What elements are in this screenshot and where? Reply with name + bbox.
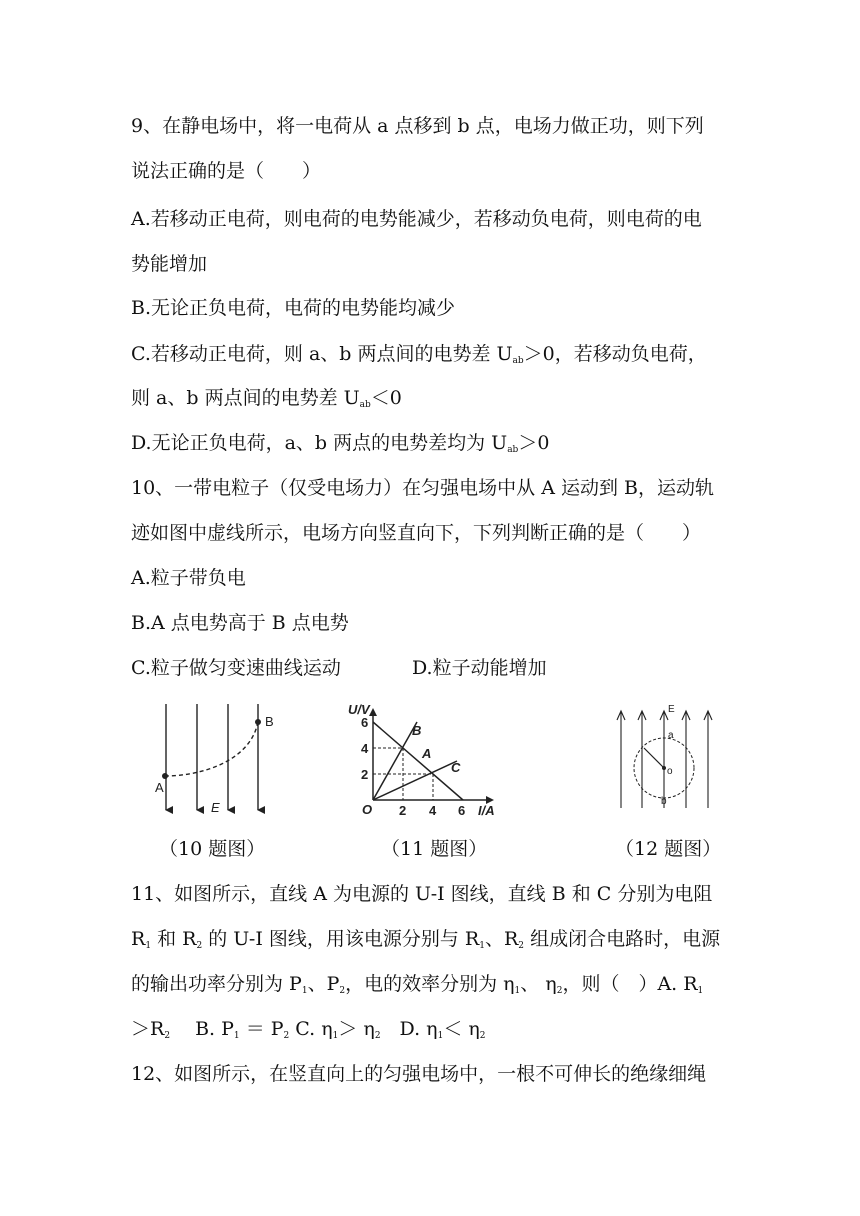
subscript: 1 <box>301 986 308 996</box>
y-tick: 2 <box>361 767 369 782</box>
figure-12 <box>608 700 728 815</box>
subscript: 2 <box>164 1031 171 1041</box>
y-tick: 4 <box>361 741 369 756</box>
subscript: 2 <box>518 941 525 951</box>
line-b <box>373 722 417 800</box>
text: ＞0 <box>518 432 550 454</box>
center <box>662 766 666 770</box>
q10-stem-line2: 迹如图中虚线所示，电场方向竖直向下，下列判断正确的是（ ） <box>131 522 702 544</box>
text: C. η <box>289 1018 333 1040</box>
label-e: E <box>668 704 675 715</box>
label-e: E <box>211 800 220 815</box>
subscript: 1 <box>233 1031 240 1041</box>
text: 、P <box>307 973 340 995</box>
subscript: 1 <box>332 1031 339 1041</box>
q11-line2 <box>131 927 720 958</box>
label-a: A <box>422 746 432 761</box>
q9-option-d <box>131 431 549 462</box>
x-tick: 4 <box>429 803 437 818</box>
x-tick: 6 <box>458 803 466 818</box>
figure-12-caption: （12 题图） <box>615 838 722 860</box>
figure-10 <box>150 700 280 820</box>
q11-line3 <box>131 972 703 1003</box>
subscript: 1 <box>437 1031 444 1041</box>
point-b <box>255 719 261 725</box>
q10-option-d: D.粒子动能增加 <box>412 657 547 679</box>
figure-11 <box>340 700 510 820</box>
origin-label: O <box>362 802 373 817</box>
text: 的 U-I 图线，用该电源分别与 R <box>202 928 480 950</box>
subscript: 1 <box>697 986 704 996</box>
q9-option-a-line2: 势能增加 <box>131 253 208 275</box>
figure-10-caption: （10 题图） <box>159 838 266 860</box>
text: D.无论正负电荷，a、b 两点的电势差均为 U <box>131 432 508 454</box>
q10-option-c: C.粒子做匀变速曲线运动 <box>131 657 341 679</box>
subscript: 2 <box>556 986 563 996</box>
q9-stem-line1: 9、在静电场中，将一电荷从 a 点移到 b 点，电场力做正功，则下列 <box>131 115 704 137</box>
subscript: 2 <box>283 1031 290 1041</box>
trajectory <box>165 722 258 776</box>
q10-option-a: A.粒子带负电 <box>131 567 246 589</box>
label-a: A <box>155 780 164 795</box>
subscript: 2 <box>339 986 346 996</box>
q10-stem-line1: 10、一带电粒子（仅受电场力）在匀强电场中从 A 运动到 B，运动轨 <box>131 477 714 499</box>
label-c: C <box>451 760 461 775</box>
subscript: ab <box>359 400 371 410</box>
label-b: B <box>412 723 422 738</box>
label-b: B <box>265 714 274 729</box>
text: C.若移动正电荷，则 a、b 两点间的电势差 U <box>131 343 513 365</box>
q9-option-c-line2 <box>131 386 402 417</box>
q9-option-a-line1: A.若移动正电荷，则电荷的电势能减少，若移动负电荷，则电荷的电 <box>131 208 702 230</box>
text: 、 η <box>520 973 557 995</box>
text: ＜0 <box>370 387 402 409</box>
text: 和 R <box>151 928 197 950</box>
subscript: 2 <box>479 1031 486 1041</box>
text: ，电的效率分别为 η <box>345 973 515 995</box>
label-o: o <box>667 766 673 777</box>
q9-option-b: B.无论正负电荷，电荷的电势能均减少 <box>131 297 456 319</box>
point-a <box>162 773 168 779</box>
subscript: 1 <box>479 941 485 951</box>
x-tick: 2 <box>399 803 407 818</box>
subscript: 2 <box>196 941 203 951</box>
text: ＞ η <box>338 1018 375 1040</box>
text: ＞0，若移动负电荷， <box>523 343 707 365</box>
q10-option-b: B.A 点电势高于 B 点电势 <box>131 612 349 634</box>
text: 的输出功率分别为 P <box>131 973 302 995</box>
label-a: a <box>668 730 674 741</box>
y-tick: 6 <box>361 715 369 730</box>
string <box>644 748 664 768</box>
label-b: b <box>661 796 667 807</box>
text: D. η <box>380 1018 438 1040</box>
subscript: ab <box>507 445 519 455</box>
text: 则 a、b 两点间的电势差 U <box>131 387 360 409</box>
figure-11-caption: （11 题图） <box>381 838 488 860</box>
q11-line1: 11、如图所示，直线 A 为电源的 U-I 图线，直线 B 和 C 分别为电阻 <box>131 883 713 905</box>
q12-line1: 12、如图所示，在竖直向上的匀强电场中，一根不可伸长的绝缘细绳 <box>131 1063 707 1085</box>
y-label: U/V <box>348 702 370 717</box>
subscript: 2 <box>374 1031 381 1041</box>
text: 组成闭合电路时，电源 <box>524 928 721 950</box>
subscript: 1 <box>514 986 521 996</box>
text: ＞R <box>131 1018 165 1040</box>
text: 、R <box>484 928 519 950</box>
q9-stem-line2: 说法正确的是（ ） <box>131 160 322 182</box>
line-c <box>373 761 457 800</box>
text: B. P <box>170 1018 234 1040</box>
subscript: 1 <box>145 941 152 951</box>
subscript: ab <box>512 356 524 366</box>
q9-option-c-line1 <box>131 342 707 373</box>
text: ＝ P <box>239 1018 284 1040</box>
text: ，则（ ）A. R <box>562 973 698 995</box>
text: R <box>131 928 146 950</box>
x-label: I/A <box>478 803 495 818</box>
text: ＜ η <box>443 1018 480 1040</box>
q11-line4 <box>131 1017 485 1048</box>
